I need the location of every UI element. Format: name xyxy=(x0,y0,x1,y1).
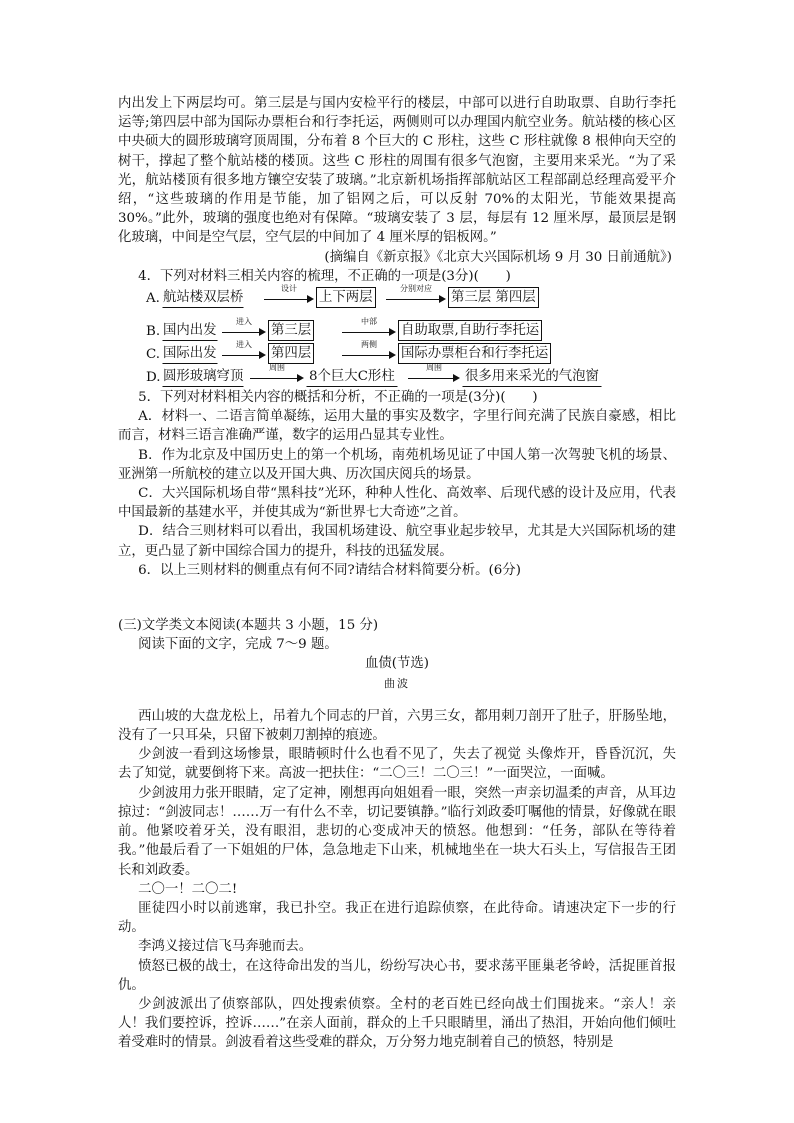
q4-b-arrow-2 xyxy=(342,317,396,339)
q4-d-arrow-2-tag: 周围 xyxy=(426,363,442,373)
story-paragraph: 愤怒已极的战士，在这待命出发的当儿，纷纷写决心书，要求荡平匪巢老爷岭，活捉匪首报仇。 xyxy=(118,958,676,993)
source-citation: (摘编自《新京报》《北京大兴国际机场 9 月 30 日前通航》) xyxy=(324,249,672,265)
arrow-right-icon xyxy=(259,328,266,336)
q4-d-arrow-1-tag: 周围 xyxy=(269,363,285,373)
q4-d-box-3: 很多用来采光的气泡窗 xyxy=(462,366,602,387)
q4-option-c-flow xyxy=(146,340,676,365)
q4-a-box-2: 上下两层 xyxy=(316,287,376,308)
q4-c-arrow-2-tag: 两侧 xyxy=(361,340,377,350)
q4-b-box-2: 第三层 xyxy=(268,320,314,341)
q4-a-arrow-1 xyxy=(264,284,314,306)
q4-a-arrow-1-tag: 设计 xyxy=(281,284,297,294)
arrow-right-icon xyxy=(389,351,396,359)
story-paragraph: 李鸿义接过信飞马奔驰而去。 xyxy=(138,939,313,955)
q4-option-a-flow xyxy=(146,284,676,309)
q5-option-c: C．大兴国际机场自带“黑科技”光环，种种人性化、高效率、后现代感的设计及应用，代表中国最新的基建水平，并使其成为“新世界七大奇迹”之首。 xyxy=(118,486,676,521)
q4-b-box-3: 自助取票,自助行李托运 xyxy=(398,320,542,341)
q4-b-arrow-2-tag: 中部 xyxy=(361,317,377,327)
material3-paragraph: 内出发上下两层均可。第三层是与国内安检平行的楼层，中部可以进行自助取票、自助行李托运等;第四层中部为国际办票柜台和行李托运，两侧则可以办理国内航空业务。航站楼的核心区中央硕大的圆形玻璃穹顶周围，分布着 8 个巨大的 C 形柱，这些 C 形柱就像 8 根伸向天空的树干，撑起了整个航站楼的楼顶。这些 C 形柱的周围有很多气泡窗，主要用来采光。“为了采光，航站楼顶有很多地方镶空安装了玻璃。”北京新机场指挥部航站区工程部副总经理高爱平介绍，“这些玻璃的作用是节能，加了铝网之后，可以反射 70%的太阳光，节能效果提高 30%。”此外，玻璃的强度也绝对有保障。“玻璃安装了 3 层，每层有 12 厘米厚，最顶层是钢化玻璃，中间是空气层，空气层的中间加了 4 厘米厚的铝板网。” xyxy=(118,96,676,246)
q4-d-arrow-2 xyxy=(408,363,460,385)
q4-option-a-letter: A. xyxy=(146,291,160,307)
q4-b-arrow-1 xyxy=(222,317,266,339)
arrow-right-icon xyxy=(389,328,396,336)
document-page xyxy=(118,94,676,1053)
story-paragraph: 西山坡的大盘龙松上，吊着九个同志的尸首，六男三女，都用刺刀剖开了肚子，肝肠坠地，没有了一只耳朵，只留下被刺刀割掉的痕迹。 xyxy=(118,708,676,744)
q4-c-arrow-1-tag: 进入 xyxy=(236,340,252,350)
q4-option-c-letter: C. xyxy=(146,347,161,363)
arrow-right-icon xyxy=(453,374,460,382)
story-paragraph: 少剑波派出了侦察部队，四处搜索侦察。全村的老百姓已经向战士们围拢来。“亲人！亲人！我们要控诉，控诉……”在亲人面前，群众的上千只眼睛里，涌出了热泪，开始向他们倾吐着受难时的情景。剑波看着这些受难的群众，万分努力地克制着自己的愤怒，特别是 xyxy=(118,996,676,1051)
q4-c-arrow-1 xyxy=(222,340,266,362)
q4-b-arrow-1-tag: 进入 xyxy=(236,317,252,327)
q4-option-b-flow xyxy=(146,317,676,342)
q4-c-arrow-2 xyxy=(342,340,396,362)
q4-c-box-1: 国际出发 xyxy=(162,343,218,364)
q5-option-d: D．结合三则材料可以看出，我国机场建设、航空事业起步较早，尤其是大兴国际机场的建立，更凸显了新中国综合国力的提升，科技的迅猛发展。 xyxy=(118,524,676,559)
arrow-right-icon xyxy=(307,295,314,303)
story-title: 血债(节选) xyxy=(364,656,429,672)
q4-d-box-2: 8个巨大C形柱 xyxy=(306,366,398,387)
arrow-right-icon xyxy=(259,351,266,359)
story-paragraph: 少剑波一看到这场惨景，眼睛顿时什么也看不见了，失去了视觉 头像炸开，昏昏沉沉，失去了知觉，就要倒将下来。高波一把扶住：“二〇三！二〇三！”一面哭泣，一面喊。 xyxy=(118,747,676,782)
q4-a-box-3: 第三层 第四层 xyxy=(448,287,539,308)
q4-a-arrow-2 xyxy=(386,284,446,306)
q5-option-b: B．作为北京及中国历史上的第一个机场，南苑机场见证了中国人第一次驾驶飞机的场景、亚洲第一所航校的建立以及开国大典、历次国庆阅兵的场景。 xyxy=(118,447,676,482)
section-3-instruction: 阅读下面的文字，完成 7～9 题。 xyxy=(138,637,338,653)
q4-a-box-1: 航站楼双层桥 xyxy=(162,287,244,308)
q4-option-d-letter: D. xyxy=(146,370,161,386)
section-3-heading: (三)文学类文本阅读(本题共 3 小题，15 分) xyxy=(118,618,379,634)
story-paragraph: 二〇一！二〇二! xyxy=(138,881,238,897)
q4-d-arrow-1 xyxy=(250,363,304,385)
q4-d-box-1: 圆形玻璃穹顶 xyxy=(162,366,244,387)
q4-c-box-3: 国际办票柜台和行李托运 xyxy=(398,343,551,364)
arrow-right-icon xyxy=(439,295,446,303)
story-paragraph: 少剑波用力张开眼睛，定了定神，刚想再向姐姐看一眼，突然一声亲切温柔的声音，从耳边掠过：“剑波同志！……万一有什么不幸，切记要镇静。”临行刘政委叮嘱他的情景，好像就在眼前。他紧咬着牙关，没有眼泪，悲切的心变成冲天的愤怒。他想到：“任务，部队在等待着我。”他最后看了一下姐姐的尸体，急急地走下山来，机械地坐在一块大石头上，写信报告王团长和刘政委。 xyxy=(118,785,676,878)
q4-option-b-letter: B. xyxy=(146,324,161,340)
q4-option-d-flow xyxy=(146,363,676,388)
question-4-stem: 4．下列对材料三相关内容的梳理，不正确的一项是(3分)( ) xyxy=(138,268,511,284)
q4-b-box-1: 国内出发 xyxy=(162,320,218,341)
arrow-right-icon xyxy=(297,374,304,382)
story-paragraph: 匪徒四小时以前逃窜，我已扑空。我正在进行追踪侦察，在此待命。请速决定下一步的行动。 xyxy=(118,900,676,936)
q4-c-box-2: 第四层 xyxy=(268,343,314,364)
question-5-stem: 5．下列对材料相关内容的概括和分析，不正确的一项是(3分)( ) xyxy=(138,390,538,406)
q5-option-a: A．材料一、二语言简单凝练，运用大量的事实及数字，字里行间充满了民族自豪感，相比而言，材料三语言准确严谨，数字的运用凸显其专业性。 xyxy=(118,409,676,444)
q4-a-arrow-2-tag: 分别对应 xyxy=(400,284,432,294)
story-author: 曲波 xyxy=(384,676,410,690)
question-6: 6．以上三则材料的侧重点有何不同?请结合材料简要分析。(6分) xyxy=(138,562,521,578)
